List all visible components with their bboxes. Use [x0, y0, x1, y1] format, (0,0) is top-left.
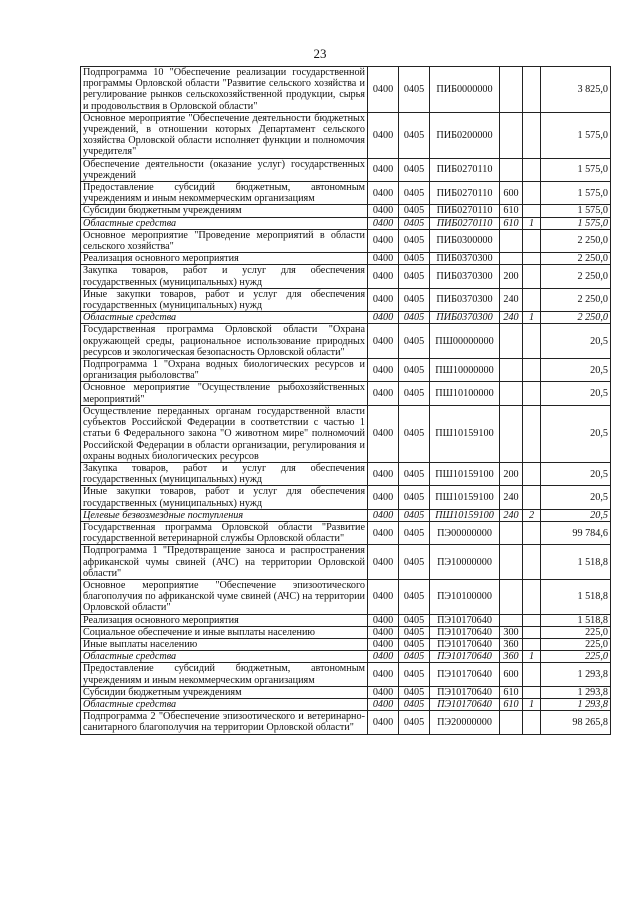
table-row [81, 638, 611, 650]
funding-source-cell [523, 382, 541, 405]
row-name-cell: Реализация основного мероприятия [81, 253, 368, 265]
section-code-cell: 0400 [368, 698, 399, 710]
target-article-cell: ПИБ0270110 [430, 182, 500, 205]
amount-cell: 1 575,0 [541, 158, 611, 181]
amount-cell: 225,0 [541, 638, 611, 650]
row-name-cell: Предоставление субсидий бюджетным, автономным учреждениям и иным некоммерческим организациям [81, 663, 368, 686]
subsection-code-cell: 0405 [399, 253, 430, 265]
expense-type-cell: 610 [500, 698, 523, 710]
section-code-cell: 0400 [368, 312, 399, 324]
funding-source-cell [523, 67, 541, 113]
target-article-cell: ПШ10159100 [430, 405, 500, 462]
target-article-cell: ПЭ10170640 [430, 663, 500, 686]
target-article-cell: ПШ10100000 [430, 382, 500, 405]
subsection-code-cell: 0405 [399, 579, 430, 614]
target-article-cell: ПШ10159100 [430, 486, 500, 509]
table-row [81, 312, 611, 324]
section-code-cell: 0400 [368, 486, 399, 509]
section-code-cell: 0400 [368, 288, 399, 311]
subsection-code-cell: 0405 [399, 158, 430, 181]
row-name-cell: Иные закупки товаров, работ и услуг для обеспечения государственных (муниципальных) нужд [81, 288, 368, 311]
expense-type-cell: 360 [500, 638, 523, 650]
expense-type-cell: 200 [500, 265, 523, 288]
amount-cell: 2 250,0 [541, 229, 611, 252]
row-name-cell: Основное мероприятие "Осуществление рыбохозяйственных мероприятий" [81, 382, 368, 405]
funding-source-cell [523, 253, 541, 265]
expense-type-cell [500, 405, 523, 462]
section-code-cell: 0400 [368, 67, 399, 113]
row-name-cell: Подпрограмма 10 "Обеспечение реализации государственной программы Орловской области "Развитие сельского хозяйства и регулирование рынков сельскохозяйственной продукции, сырья и продовольствия в Орловской области" [81, 67, 368, 113]
section-code-cell: 0400 [368, 638, 399, 650]
section-code-cell: 0400 [368, 324, 399, 359]
section-code-cell: 0400 [368, 405, 399, 462]
table-row [81, 486, 611, 509]
budget-table [80, 66, 611, 735]
table-row [81, 521, 611, 544]
section-code-cell: 0400 [368, 686, 399, 698]
funding-source-cell [523, 638, 541, 650]
table-row [81, 182, 611, 205]
subsection-code-cell: 0405 [399, 324, 430, 359]
subsection-code-cell: 0405 [399, 651, 430, 663]
amount-cell: 20,5 [541, 324, 611, 359]
funding-source-cell [523, 205, 541, 217]
target-article-cell: ПЭ00000000 [430, 521, 500, 544]
table-row [81, 265, 611, 288]
section-code-cell: 0400 [368, 509, 399, 521]
expense-type-cell: 300 [500, 626, 523, 638]
target-article-cell: ПЭ20000000 [430, 711, 500, 734]
funding-source-cell: 1 [523, 217, 541, 229]
table-row [81, 405, 611, 462]
expense-type-cell [500, 67, 523, 113]
funding-source-cell [523, 486, 541, 509]
amount-cell: 20,5 [541, 462, 611, 485]
section-code-cell: 0400 [368, 205, 399, 217]
table-row [81, 382, 611, 405]
section-code-cell: 0400 [368, 579, 399, 614]
funding-source-cell: 1 [523, 312, 541, 324]
funding-source-cell [523, 686, 541, 698]
amount-cell: 1 293,8 [541, 686, 611, 698]
subsection-code-cell: 0405 [399, 112, 430, 158]
amount-cell: 1 518,8 [541, 614, 611, 626]
amount-cell: 20,5 [541, 382, 611, 405]
row-name-cell: Подпрограмма 2 "Обеспечение эпизоотического и ветеринарно-санитарного благополучия на территории Орловской области" [81, 711, 368, 734]
amount-cell: 20,5 [541, 359, 611, 382]
row-name-cell: Социальное обеспечение и иные выплаты населению [81, 626, 368, 638]
expense-type-cell: 610 [500, 686, 523, 698]
row-name-cell: Иные выплаты населению [81, 638, 368, 650]
row-name-cell: Областные средства [81, 312, 368, 324]
table-row [81, 359, 611, 382]
subsection-code-cell: 0405 [399, 405, 430, 462]
target-article-cell: ПЭ10170640 [430, 614, 500, 626]
amount-cell: 225,0 [541, 651, 611, 663]
amount-cell: 1 518,8 [541, 545, 611, 580]
row-name-cell: Осуществление переданных органам государственной власти субъектов Российской Федерации в соответствии с частью 1 статьи 6 Федерального закона "О животном мире" полномочий Российской Федерации в области организации, регулирования и охраны водных биологических ресурсов [81, 405, 368, 462]
expense-type-cell: 240 [500, 312, 523, 324]
subsection-code-cell: 0405 [399, 626, 430, 638]
funding-source-cell [523, 288, 541, 311]
row-name-cell: Подпрограмма 1 "Охрана водных биологических ресурсов и организация рыболовства" [81, 359, 368, 382]
funding-source-cell [523, 626, 541, 638]
expense-type-cell [500, 112, 523, 158]
row-name-cell: Обеспечение деятельности (оказание услуг) государственных учреждений [81, 158, 368, 181]
subsection-code-cell: 0405 [399, 638, 430, 650]
subsection-code-cell: 0405 [399, 67, 430, 113]
section-code-cell: 0400 [368, 545, 399, 580]
section-code-cell: 0400 [368, 382, 399, 405]
section-code-cell: 0400 [368, 359, 399, 382]
subsection-code-cell: 0405 [399, 265, 430, 288]
expense-type-cell: 600 [500, 663, 523, 686]
table-row [81, 698, 611, 710]
funding-source-cell [523, 462, 541, 485]
expense-type-cell [500, 382, 523, 405]
expense-type-cell [500, 545, 523, 580]
amount-cell: 20,5 [541, 405, 611, 462]
expense-type-cell [500, 614, 523, 626]
expense-type-cell: 240 [500, 486, 523, 509]
row-name-cell: Предоставление субсидий бюджетным, автономным учреждениям и иным некоммерческим организациям [81, 182, 368, 205]
section-code-cell: 0400 [368, 614, 399, 626]
row-name-cell: Государственная программа Орловской области "Развитие государственной ветеринарной службы Орловской области" [81, 521, 368, 544]
table-row [81, 253, 611, 265]
amount-cell: 3 825,0 [541, 67, 611, 113]
subsection-code-cell: 0405 [399, 711, 430, 734]
subsection-code-cell: 0405 [399, 686, 430, 698]
expense-type-cell [500, 521, 523, 544]
table-row [81, 67, 611, 113]
subsection-code-cell: 0405 [399, 545, 430, 580]
table-row [81, 614, 611, 626]
amount-cell: 1 575,0 [541, 205, 611, 217]
row-name-cell: Областные средства [81, 217, 368, 229]
section-code-cell: 0400 [368, 217, 399, 229]
table-row [81, 229, 611, 252]
row-name-cell: Реализация основного мероприятия [81, 614, 368, 626]
funding-source-cell [523, 158, 541, 181]
section-code-cell: 0400 [368, 253, 399, 265]
amount-cell: 2 250,0 [541, 265, 611, 288]
table-row [81, 509, 611, 521]
target-article-cell: ПЭ10170640 [430, 651, 500, 663]
amount-cell: 1 518,8 [541, 579, 611, 614]
section-code-cell: 0400 [368, 112, 399, 158]
subsection-code-cell: 0405 [399, 509, 430, 521]
expense-type-cell [500, 579, 523, 614]
expense-type-cell: 610 [500, 205, 523, 217]
table-row [81, 663, 611, 686]
target-article-cell: ПШ00000000 [430, 324, 500, 359]
row-name-cell: Областные средства [81, 651, 368, 663]
expense-type-cell [500, 324, 523, 359]
subsection-code-cell: 0405 [399, 312, 430, 324]
amount-cell: 20,5 [541, 509, 611, 521]
subsection-code-cell: 0405 [399, 205, 430, 217]
table-row [81, 324, 611, 359]
section-code-cell: 0400 [368, 462, 399, 485]
target-article-cell: ПИБ0200000 [430, 112, 500, 158]
row-name-cell: Областные средства [81, 698, 368, 710]
target-article-cell: ПИБ0370300 [430, 288, 500, 311]
table-row [81, 158, 611, 181]
funding-source-cell: 1 [523, 651, 541, 663]
section-code-cell: 0400 [368, 626, 399, 638]
expense-type-cell [500, 253, 523, 265]
target-article-cell: ПЭ10100000 [430, 579, 500, 614]
funding-source-cell [523, 521, 541, 544]
target-article-cell: ПШ10159100 [430, 462, 500, 485]
target-article-cell: ПЭ10170640 [430, 686, 500, 698]
target-article-cell: ПЭ10170640 [430, 698, 500, 710]
row-name-cell: Закупка товаров, работ и услуг для обеспечения государственных (муниципальных) нужд [81, 462, 368, 485]
funding-source-cell [523, 359, 541, 382]
budget-table-body [81, 67, 611, 735]
row-name-cell: Иные закупки товаров, работ и услуг для обеспечения государственных (муниципальных) нужд [81, 486, 368, 509]
expense-type-cell [500, 359, 523, 382]
funding-source-cell [523, 579, 541, 614]
section-code-cell: 0400 [368, 521, 399, 544]
table-row [81, 651, 611, 663]
target-article-cell: ПИБ0270110 [430, 158, 500, 181]
row-name-cell: Субсидии бюджетным учреждениям [81, 205, 368, 217]
expense-type-cell: 610 [500, 217, 523, 229]
amount-cell: 1 575,0 [541, 217, 611, 229]
target-article-cell: ПЭ10170640 [430, 626, 500, 638]
expense-type-cell [500, 229, 523, 252]
funding-source-cell: 1 [523, 698, 541, 710]
target-article-cell: ПИБ0370300 [430, 253, 500, 265]
subsection-code-cell: 0405 [399, 229, 430, 252]
expense-type-cell: 240 [500, 288, 523, 311]
table-row [81, 112, 611, 158]
target-article-cell: ПИБ0300000 [430, 229, 500, 252]
section-code-cell: 0400 [368, 229, 399, 252]
table-row [81, 288, 611, 311]
amount-cell: 2 250,0 [541, 312, 611, 324]
funding-source-cell: 2 [523, 509, 541, 521]
expense-type-cell: 240 [500, 509, 523, 521]
amount-cell: 98 265,8 [541, 711, 611, 734]
subsection-code-cell: 0405 [399, 382, 430, 405]
subsection-code-cell: 0405 [399, 521, 430, 544]
section-code-cell: 0400 [368, 663, 399, 686]
page-number: 23 [313, 46, 327, 61]
expense-type-cell: 200 [500, 462, 523, 485]
funding-source-cell [523, 229, 541, 252]
table-row [81, 462, 611, 485]
funding-source-cell [523, 614, 541, 626]
target-article-cell: ПЭ10170640 [430, 638, 500, 650]
funding-source-cell [523, 112, 541, 158]
table-row [81, 545, 611, 580]
subsection-code-cell: 0405 [399, 614, 430, 626]
target-article-cell: ПИБ0270110 [430, 205, 500, 217]
funding-source-cell [523, 265, 541, 288]
subsection-code-cell: 0405 [399, 698, 430, 710]
row-name-cell: Подпрограмма 1 "Предотвращение заноса и распространения африканской чумы свиней (АЧС) на территории Орловской области" [81, 545, 368, 580]
row-name-cell: Субсидии бюджетным учреждениям [81, 686, 368, 698]
funding-source-cell [523, 405, 541, 462]
amount-cell: 1 293,8 [541, 698, 611, 710]
expense-type-cell [500, 158, 523, 181]
target-article-cell: ПЭ10000000 [430, 545, 500, 580]
target-article-cell: ПИБ0270110 [430, 217, 500, 229]
target-article-cell: ПИБ0370300 [430, 312, 500, 324]
expense-type-cell: 360 [500, 651, 523, 663]
subsection-code-cell: 0405 [399, 486, 430, 509]
amount-cell: 2 250,0 [541, 288, 611, 311]
funding-source-cell [523, 663, 541, 686]
row-name-cell: Целевые безвозмездные поступления [81, 509, 368, 521]
row-name-cell: Основное мероприятие "Обеспечение деятельности бюджетных учреждений, в отношении которых Департамент сельского хозяйства Орловской области исполняет функции и полномочия учредителя" [81, 112, 368, 158]
section-code-cell: 0400 [368, 711, 399, 734]
subsection-code-cell: 0405 [399, 182, 430, 205]
amount-cell: 1 575,0 [541, 182, 611, 205]
row-name-cell: Государственная программа Орловской области "Охрана окружающей среды, рациональное использование природных ресурсов и экологическая безопасность Орловской области" [81, 324, 368, 359]
expense-type-cell: 600 [500, 182, 523, 205]
section-code-cell: 0400 [368, 158, 399, 181]
amount-cell: 2 250,0 [541, 253, 611, 265]
amount-cell: 1 575,0 [541, 112, 611, 158]
target-article-cell: ПШ10000000 [430, 359, 500, 382]
row-name-cell: Основное мероприятие "Проведение мероприятий в области сельского хозяйства" [81, 229, 368, 252]
subsection-code-cell: 0405 [399, 663, 430, 686]
row-name-cell: Основное мероприятие "Обеспечение эпизоотического благополучия по африканской чуме свиней (АЧС) на территории Орловской области" [81, 579, 368, 614]
amount-cell: 1 293,8 [541, 663, 611, 686]
table-row [81, 205, 611, 217]
target-article-cell: ПШ10159100 [430, 509, 500, 521]
section-code-cell: 0400 [368, 265, 399, 288]
subsection-code-cell: 0405 [399, 217, 430, 229]
table-row [81, 217, 611, 229]
subsection-code-cell: 0405 [399, 288, 430, 311]
amount-cell: 99 784,6 [541, 521, 611, 544]
target-article-cell: ПИБ0370300 [430, 265, 500, 288]
expense-type-cell [500, 711, 523, 734]
table-row [81, 686, 611, 698]
amount-cell: 225,0 [541, 626, 611, 638]
section-code-cell: 0400 [368, 651, 399, 663]
table-row [81, 626, 611, 638]
target-article-cell: ПИБ0000000 [430, 67, 500, 113]
table-row [81, 711, 611, 734]
amount-cell: 20,5 [541, 486, 611, 509]
row-name-cell: Закупка товаров, работ и услуг для обеспечения государственных (муниципальных) нужд [81, 265, 368, 288]
funding-source-cell [523, 545, 541, 580]
subsection-code-cell: 0405 [399, 462, 430, 485]
section-code-cell: 0400 [368, 182, 399, 205]
funding-source-cell [523, 711, 541, 734]
subsection-code-cell: 0405 [399, 359, 430, 382]
table-row [81, 579, 611, 614]
funding-source-cell [523, 324, 541, 359]
funding-source-cell [523, 182, 541, 205]
